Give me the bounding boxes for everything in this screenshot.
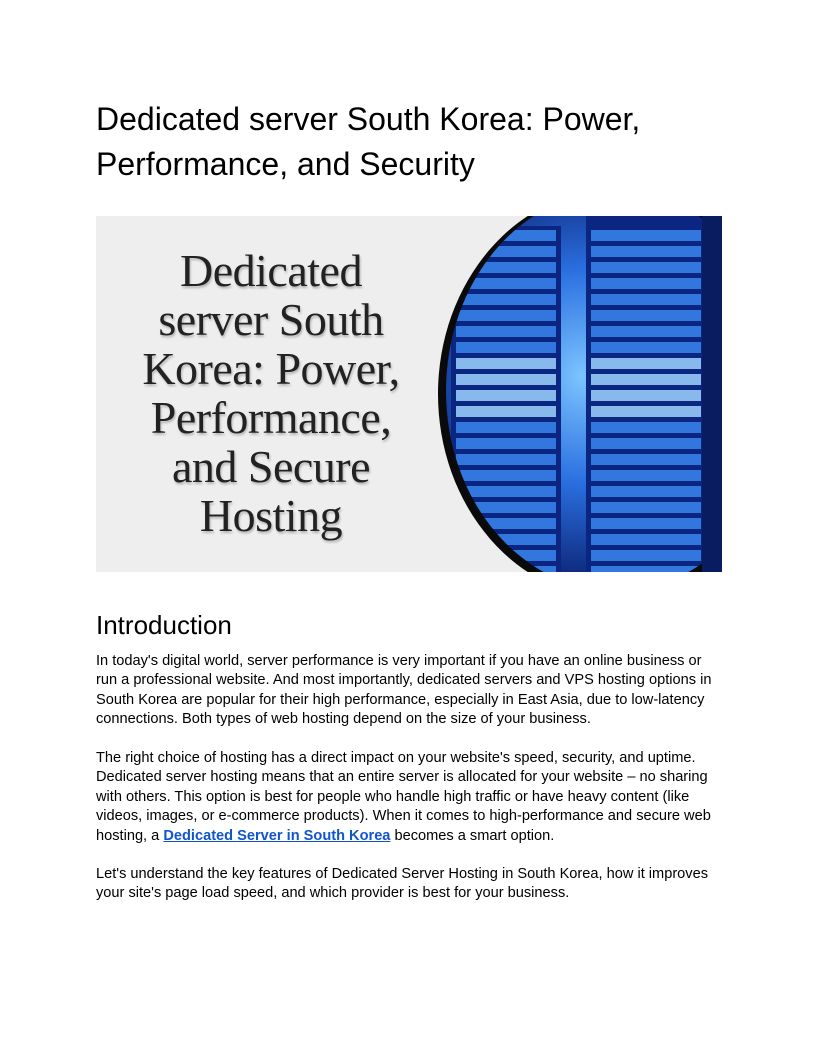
server-slot (591, 262, 701, 273)
server-slot (456, 486, 556, 497)
server-slot (591, 550, 701, 561)
server-slot (456, 422, 556, 433)
paragraph-text: The right choice of hosting has a direct impact on your website's speed, security, and uptime. Dedicated server hosting means that an entire server is allocated for your website – no sharing with others. This option is best for people who handle high traffic or have heavy content (like videos, images, or e-commerce products). When it comes to high-performance and secure web hosting, a (96, 750, 711, 844)
server-slot (591, 534, 701, 545)
server-slot (456, 246, 556, 257)
server-slot (591, 246, 701, 257)
server-slot (591, 326, 701, 337)
server-slot (591, 502, 701, 513)
banner-text (106, 246, 436, 540)
dedicated-server-south-korea-link[interactable]: Dedicated Server in South Korea (163, 827, 391, 844)
server-slot (456, 454, 556, 465)
server-slot (591, 230, 701, 241)
server-slot (456, 262, 556, 273)
server-slot (456, 438, 556, 449)
server-slot (591, 438, 701, 449)
server-slot (456, 406, 556, 417)
server-slot (456, 518, 556, 529)
server-slot (591, 390, 701, 401)
paragraph-text: becomes a smart option. (390, 827, 555, 844)
server-slot (591, 374, 701, 385)
server-slot (456, 294, 556, 305)
banner-line: Dedicated (180, 245, 362, 296)
section-heading-introduction: Introduction (96, 610, 232, 640)
server-slot (591, 454, 701, 465)
server-slot (591, 358, 701, 369)
banner-line: Performance, (150, 392, 392, 443)
server-slot (591, 486, 701, 497)
server-slot (591, 294, 701, 305)
rack-edge (702, 216, 722, 572)
server-slot (456, 390, 556, 401)
banner-line: Hosting (199, 490, 343, 541)
intro-paragraph-1: In today's digital world, server performance is very important if you have an online business or run a professional website. And most importantly, dedicated servers and VPS hosting options in South Korea are popular for their high performance, especially in East Asia, due to low-latency connections. Both types of web hosting depend on the size of your business. (96, 653, 712, 728)
banner-line: server South (158, 294, 384, 345)
server-slot (591, 422, 701, 433)
server-slot (591, 470, 701, 481)
intro-paragraph-2 (96, 749, 724, 846)
server-slot (456, 374, 556, 385)
page-title: Dedicated server South Korea: Power, Performance, and Security (96, 101, 641, 182)
intro-paragraph-3: Let's understand the key features of Dedicated Server Hosting in South Korea, how it improves your site's page load speed, and which provider is best for your business. (96, 866, 709, 902)
server-slot (591, 278, 701, 289)
server-slot (456, 358, 556, 369)
server-slot (591, 342, 701, 353)
server-slot (456, 534, 556, 545)
server-slot (591, 406, 701, 417)
banner-line: and Secure (171, 441, 371, 492)
server-slot (456, 342, 556, 353)
server-slot (456, 310, 556, 321)
server-slot (591, 566, 701, 572)
server-slot (591, 310, 701, 321)
hero-banner-image (96, 216, 722, 572)
server-slot (456, 470, 556, 481)
server-slot (456, 326, 556, 337)
server-slot (591, 518, 701, 529)
banner-line: Korea: Power, (142, 343, 400, 394)
